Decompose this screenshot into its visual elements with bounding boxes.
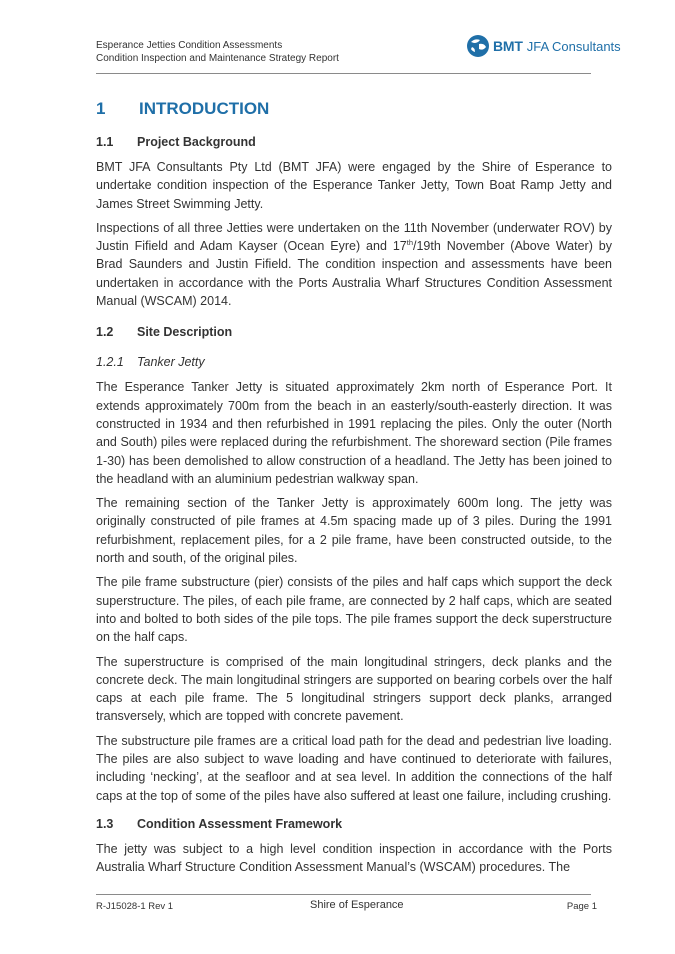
company-logo xyxy=(466,33,621,59)
paragraph: The pile frame substructure (pier) consists of the piles and half caps which support the deck superstructure. The piles, of each pile frame, are connected by 2 half caps, which are seated into and bolted to both sides of the pile tops. The pile frames support the deck superstructure on the half caps. xyxy=(96,575,612,645)
subsubsection-number: 1.2.1 xyxy=(96,355,124,370)
subsection-title: Site Description xyxy=(137,325,233,340)
running-header xyxy=(96,39,339,65)
header-report-title: Condition Inspection and Maintenance Strategy Report xyxy=(96,53,339,64)
subsection-heading-condition-assessment-framework xyxy=(96,816,612,833)
paragraph: The substructure pile frames are a critical load path for the dead and pedestrian live loading. The piles are also subject to wave loading and have continued to deteriorate with failures, including ‘necking’, at the seafloor and at sea level. In addition the connections of the half caps at the top of some of the piles have also suffered at least one failure, including crushing. xyxy=(96,733,612,803)
subsubsection-title: Tanker Jetty xyxy=(137,355,205,370)
subsection-title: Condition Assessment Framework xyxy=(137,816,343,831)
paragraph xyxy=(96,219,612,310)
paragraph: The jetty was subject to a high level condition inspection in accordance with the Ports Australia Wharf Structure Condition Assessment Manual’s (WSCAM) procedures. The xyxy=(96,841,612,875)
section-title: INTRODUCTION xyxy=(139,99,270,118)
globe-logo-icon xyxy=(466,34,490,58)
text-run: /19th November (Above Water) by Brad Saunders and Justin Fifield. The condition inspection and assessments have been undertaken in accordance with the Ports Australia Wharf Structures Condition Assessment Manual (WSCAM) 2014. xyxy=(96,239,612,309)
subsubsection-heading-tanker-jetty xyxy=(96,354,612,371)
footer-divider xyxy=(96,894,591,895)
subsection-heading-project-background xyxy=(96,134,612,151)
paragraph: The remaining section of the Tanker Jetty is approximately 600m long. The jetty was originally constructed of pile frames at 4.5m spacing made up of 3 piles. During the 1991 refurbishment, replacement piles, for a 2 pile frame, have been constructed outside, to the north and south, of the original piles. xyxy=(96,496,612,566)
paragraph: The superstructure is comprised of the main longitudinal stringers, deck planks and the concrete deck. The main longitudinal stringers are supported on bearing corbels over the half caps at each pile frame. The 5 longitudinal stringers support deck planks, arranged transversely, which are topped with concrete pavement. xyxy=(96,654,612,724)
superscript: th xyxy=(406,238,413,248)
page-body xyxy=(96,98,612,877)
header-project-title: Esperance Jetties Condition Assessments xyxy=(96,40,283,51)
logo-brand-text: BMT xyxy=(493,38,523,54)
paragraph: BMT JFA Consultants Pty Ltd (BMT JFA) were engaged by the Shire of Esperance to undertake condition inspection of the Esperance Tanker Jetty, Town Boat Ramp Jetty and James Street Swimming Jetty. xyxy=(96,160,612,211)
header-divider xyxy=(96,73,591,74)
subsection-number: 1.1 xyxy=(96,135,114,149)
client-name: Shire of Esperance xyxy=(310,899,404,911)
logo-company-text: JFA Consultants xyxy=(526,38,621,54)
section-heading-introduction xyxy=(96,98,612,120)
subsection-title: Project Background xyxy=(137,135,256,149)
subsection-number: 1.2 xyxy=(96,325,114,340)
subsection-number: 1.3 xyxy=(96,816,114,831)
report-number: R-J15028-1 Rev 1 xyxy=(96,901,174,912)
section-number: 1 xyxy=(96,99,106,118)
paragraph: The Esperance Tanker Jetty is situated approximately 2km north of Esperance Port. It extends approximately 700m from the beach in an easterly/south-easterly direction. It was constructed in 1934 and then refurbished in 1991 replacing the piles. Only the outer (North and South) piles were replaced during the refurbishment. The shoreward section (Pile frames 1-30) has been demolished to allow construction of a headland. The Jetty has been joined to the headland with an aluminium pedestrian walkway span. xyxy=(96,380,612,486)
subsection-heading-site-description xyxy=(96,324,612,341)
text-run: Inspections of all three Jetties were undertaken on the 11th November (underwater ROV) by Justin Fifield and Adam Kayser (Ocean Eyre) and 17 xyxy=(96,220,612,254)
page-number: Page 1 xyxy=(566,901,597,912)
